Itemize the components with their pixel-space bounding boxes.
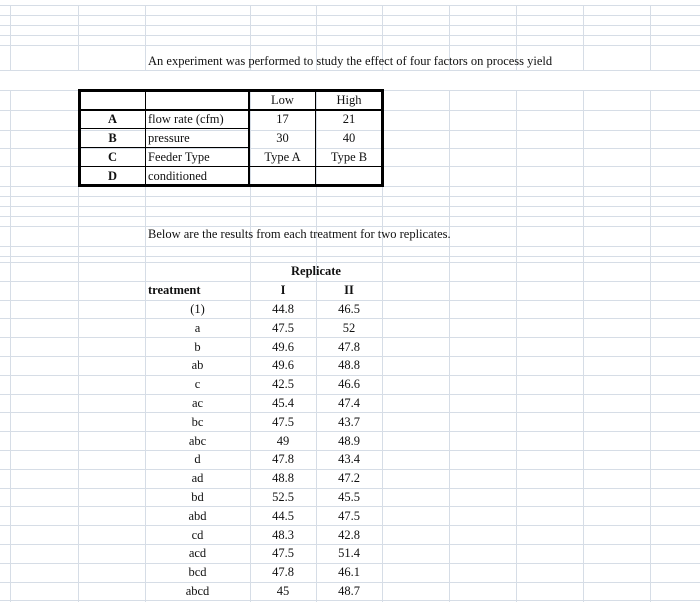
grid-line (0, 300, 700, 301)
replicate-i-cell: 47.5 (272, 546, 294, 561)
grid-line (0, 196, 700, 197)
grid-line (0, 563, 700, 564)
factor-high-value: 40 (342, 131, 356, 145)
grid-line (0, 281, 700, 282)
treatment-cell: b (194, 339, 201, 354)
factor-letter: D (107, 169, 118, 183)
treatment-cell: bd (191, 490, 204, 504)
replicate-ii-cell: 43.7 (338, 414, 360, 429)
experiment-title: An experiment was performed to study the effect of four factors on process yield (148, 54, 553, 68)
grid-line (0, 582, 700, 583)
replicate-i-cell: 42.5 (272, 377, 294, 392)
factor-low-value: 17 (276, 112, 289, 126)
replicate-i-cell: 52.5 (272, 490, 294, 504)
replicate-i-cell: 47.8 (272, 452, 294, 467)
replicate-ii-cell: 48.9 (338, 433, 360, 448)
grid-line (0, 431, 700, 432)
grid-line (0, 356, 700, 357)
factor-name: Feeder Type (148, 150, 210, 164)
grid-line (0, 337, 700, 338)
replicate-ii-cell: 46.5 (338, 302, 360, 316)
replicate-i-cell: 49 (276, 433, 290, 448)
grid-line (0, 600, 700, 601)
factor-name: flow rate (cfm) (148, 112, 224, 126)
replicate-ii-cell: 46.1 (338, 565, 360, 580)
treatment-cell: ad (191, 471, 204, 486)
treatment-cell: acd (188, 546, 207, 561)
replicate-ii-cell: 42.8 (338, 527, 360, 542)
table-divider (145, 91, 146, 185)
treatment-cell: bcd (188, 565, 207, 580)
factor-letter: A (107, 112, 118, 126)
replicate-ii-cell: 47.5 (338, 508, 360, 523)
factor-low-value: Type A (264, 150, 301, 164)
grid-line (0, 412, 700, 413)
grid-line (0, 5, 700, 6)
replicate-i-cell: 48.8 (272, 471, 294, 486)
replicate-ii-cell: 48.8 (338, 358, 360, 373)
replicate-header: Replicate (291, 264, 341, 278)
replicate-ii-cell: 47.4 (338, 396, 360, 410)
grid-line (0, 256, 700, 257)
replicate-i-cell: 47.8 (272, 565, 294, 580)
grid-line (0, 318, 700, 319)
treatment-cell: abcd (185, 584, 210, 598)
treatment-cell: (1) (190, 302, 205, 316)
treatment-cell: a (194, 320, 201, 335)
treatment-cell: bc (191, 414, 204, 429)
replicate-ii-cell: 52 (342, 320, 356, 335)
treatment-cell: c (194, 377, 201, 392)
replicate-i-cell: 44.8 (272, 302, 294, 316)
factor-high-value: Type B (330, 150, 368, 164)
grid-line (0, 35, 700, 36)
treatment-cell: abd (188, 508, 207, 523)
grid-line (0, 394, 700, 395)
replicate-ii-cell: 51.4 (338, 546, 360, 561)
treatment-cell: ab (191, 358, 204, 373)
grid-line (0, 246, 700, 247)
replicate-ii-cell: 46.6 (338, 377, 360, 392)
grid-line (0, 525, 700, 526)
treatment-cell: abc (188, 433, 207, 448)
grid-line (0, 488, 700, 489)
factor-high-value: 21 (342, 112, 356, 126)
grid-line (0, 25, 700, 26)
grid-line (0, 262, 700, 263)
grid-line (0, 506, 700, 507)
replicate-i-cell: 47.5 (272, 414, 294, 429)
replicate-i-cell: 45.4 (272, 396, 294, 410)
replicate-i-cell: 44.5 (272, 508, 294, 523)
low-header: Low (271, 93, 294, 107)
grid-line (0, 70, 700, 71)
factor-letter: B (108, 131, 117, 145)
replicate-ii-cell: 47.2 (338, 471, 360, 486)
treatment-header: treatment (148, 283, 201, 297)
column-header-ii: II (344, 283, 354, 297)
replicate-ii-cell: 43.4 (338, 452, 360, 467)
treatment-cell: d (194, 452, 201, 467)
replicate-ii-cell: 48.7 (338, 584, 360, 598)
treatment-cell: cd (191, 527, 204, 542)
factor-name: conditioned (148, 169, 208, 183)
grid-line (0, 469, 700, 470)
results-intro: Below are the results from each treatment for two replicates. (148, 227, 451, 241)
grid-line (0, 375, 700, 376)
replicate-i-cell: 45 (276, 584, 290, 598)
grid-line (0, 45, 700, 46)
grid-line (0, 15, 700, 16)
high-header: High (336, 93, 362, 107)
replicate-ii-cell: 47.8 (338, 339, 360, 354)
treatment-cell: ac (191, 396, 204, 410)
grid-line (0, 216, 700, 217)
replicate-i-cell: 47.5 (272, 320, 294, 335)
grid-line (0, 544, 700, 545)
factor-name: pressure (148, 131, 190, 145)
replicate-i-cell: 48.3 (272, 527, 294, 542)
grid-line (0, 450, 700, 451)
column-header-i: I (280, 283, 286, 297)
replicate-i-cell: 49.6 (272, 358, 294, 373)
factor-low-value: 30 (276, 131, 289, 145)
replicate-ii-cell: 45.5 (338, 490, 360, 504)
grid-line (0, 206, 700, 207)
replicate-i-cell: 49.6 (272, 339, 294, 354)
factor-letter: C (107, 150, 118, 164)
